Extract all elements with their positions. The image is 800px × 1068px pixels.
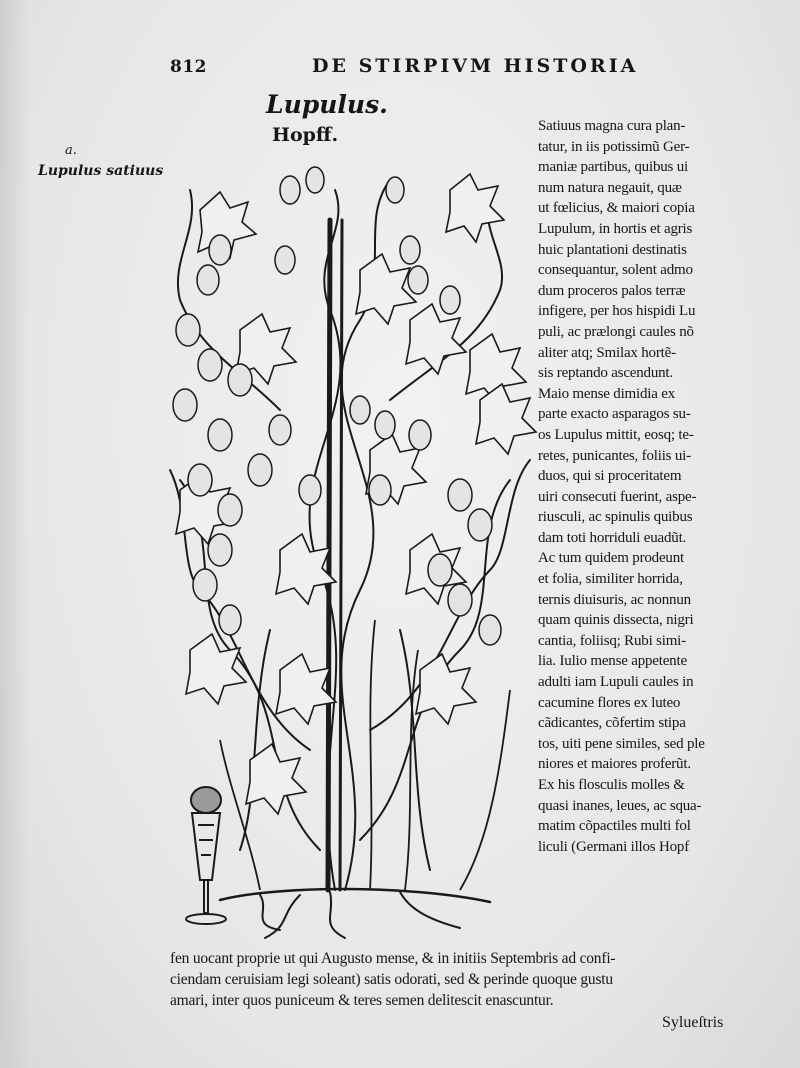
text-line: niores et maiores proferũt. (538, 756, 691, 773)
text-line: puli, ac prælongi caules nõ (538, 323, 694, 340)
text-line: maniæ partibus, quibus ui (538, 159, 688, 176)
text-line: dam toti horriduli euadũt. (538, 529, 687, 546)
text-line: lia. Iulio mense appetente (538, 653, 687, 670)
text-line: Ac tum quidem prodeunt (538, 550, 684, 567)
text-line: ternis diuisuris, ac nonnun (538, 591, 691, 608)
text-line: huic plantationi destinatis (538, 241, 687, 258)
full-width-text (170, 948, 780, 1011)
page-number: 812 (170, 57, 207, 77)
text-line: Maio mense dimidia ex (538, 385, 676, 402)
text-line: retes, punicantes, foliis ui- (538, 447, 691, 464)
text-line: tos, uiti pene similes, sed ple (538, 735, 705, 752)
text-line: riusculi, ac spinulis quibus (538, 509, 693, 526)
text-line: duos, qui si proceritatem (538, 468, 682, 485)
plant-title: Lupulus. (266, 90, 388, 119)
text-column (538, 116, 768, 857)
text-line: ut fœlicius, & maiori copia (538, 200, 695, 217)
text-line: et folia, similiter horrida, (538, 571, 683, 588)
text-line: cantia, foliisq; Rubi simi- (538, 632, 686, 649)
page-edge-shadow (0, 0, 30, 1068)
full-text-line: ciendam ceruisiam legi soleant) satis odorati, sed & perinde quoque gustu (170, 971, 613, 988)
text-line: Lupulum, in hortis et agris (538, 220, 693, 237)
text-line: consequantur, solent admo (538, 262, 693, 279)
text-line: infigere, per hos hispidi Lu (538, 303, 696, 320)
text-line: os Lupulus mittit, eosq; te- (538, 426, 694, 443)
text-line: quam quinis dissecta, nigri (538, 612, 694, 629)
text-line: cãdicantes, cõfertim stipa (538, 715, 686, 732)
catchword: Sylueſtris (662, 1014, 724, 1031)
text-line: adulti iam Lupuli caules in (538, 674, 694, 691)
full-text-line: amari, inter quos puniceum & teres semen delitescit enascuntur. (170, 992, 554, 1009)
full-text-line: fen uocant proprie ut qui Augusto mense, & in initiis Septembris ad confi- (170, 950, 616, 967)
text-line: dum proceros palos terræ (538, 282, 686, 299)
running-head: DE STIRPIVM HISTORIA (312, 55, 639, 77)
text-line: matim cõpactiles multi fol (538, 818, 691, 835)
text-line: quasi inanes, leues, ac squa- (538, 797, 702, 814)
plant-vernacular-name: Hopff. (272, 124, 339, 146)
vase-ornament-illustration (178, 785, 233, 930)
text-line: aliter atq; Smilax hortẽ- (538, 344, 676, 361)
text-line: cacumine flores ex luteo (538, 694, 681, 711)
text-line: liculi (Germani illos Hopf (538, 838, 690, 855)
margin-note: Lupulus satiuus (38, 163, 164, 179)
text-line: num natura negauit, quæ (538, 179, 682, 196)
text-line: uiri consecuti fuerint, aspe- (538, 488, 697, 505)
text-line: Ex his flosculis molles & (538, 777, 685, 793)
text-line: sis reptando ascendunt. (538, 365, 673, 382)
text-line: Satiuus magna cura plan- (538, 118, 686, 134)
text-line: parte exacto asparagos su- (538, 406, 691, 423)
text-line: tatur, in iis potissimũ Ger- (538, 138, 690, 155)
margin-reference-letter: a. (65, 143, 77, 158)
